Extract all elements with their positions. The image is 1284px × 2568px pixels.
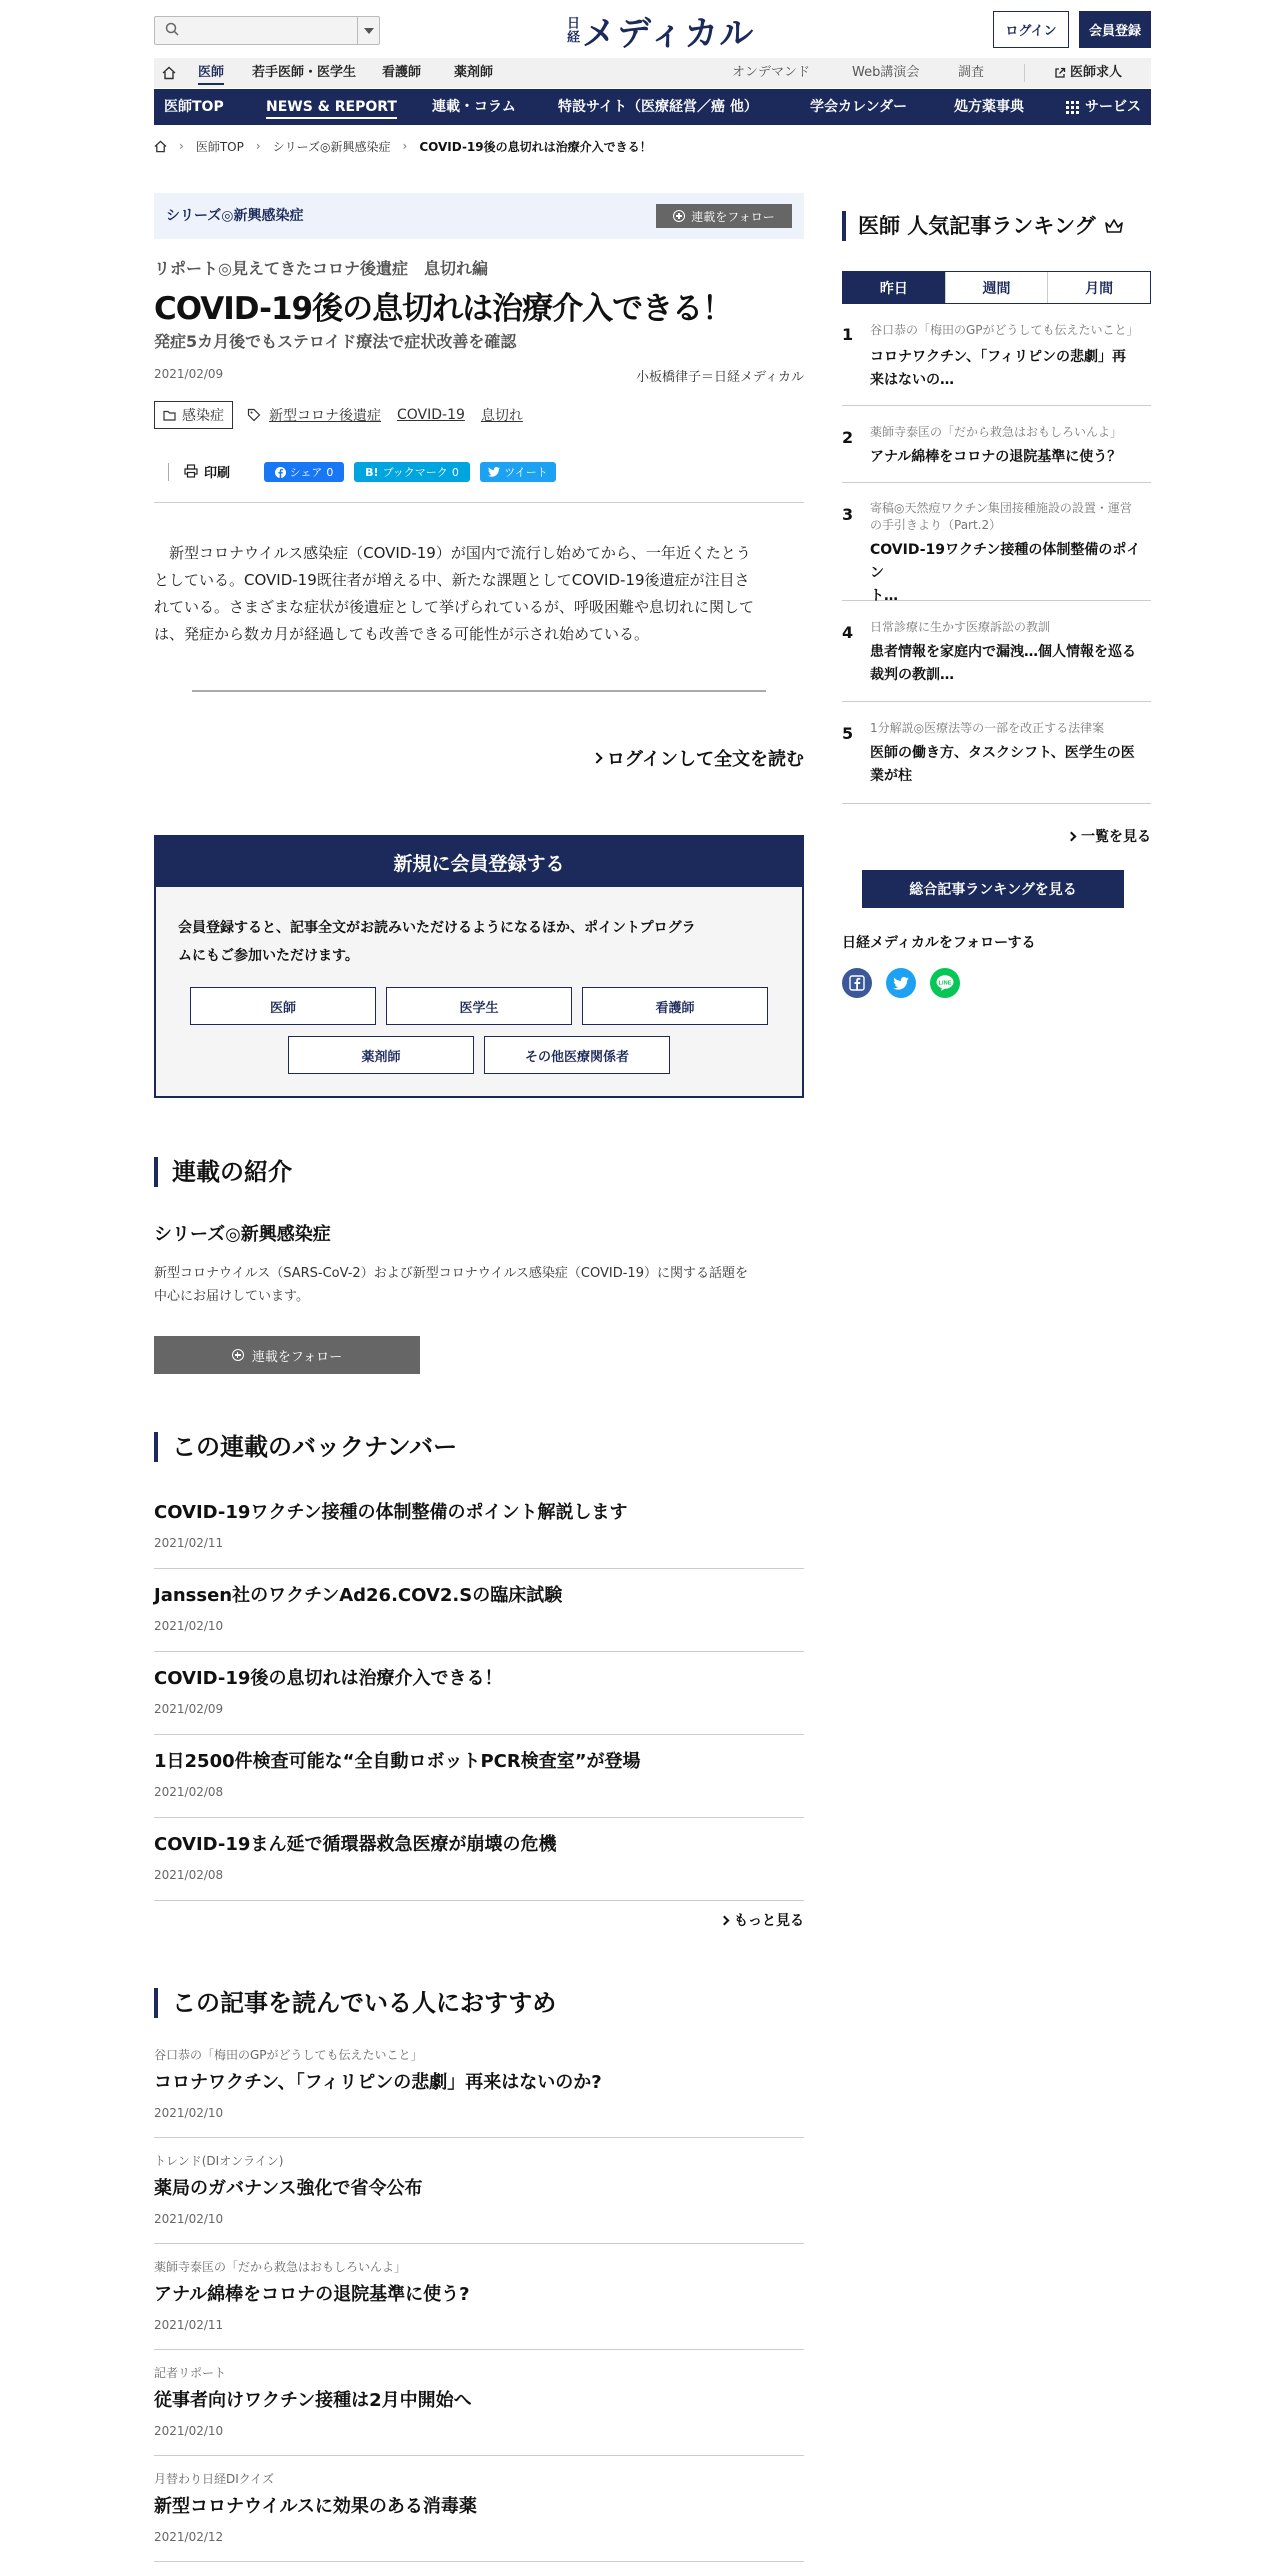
- recommended-title[interactable]: 新型コロナウイルスに効果のある消毒薬: [154, 2496, 477, 2517]
- subnav-item-survey[interactable]: 調査: [958, 65, 985, 80]
- recommended-item[interactable]: [154, 2032, 804, 2138]
- printer-icon: [184, 464, 198, 478]
- subnav-item-jobs[interactable]: [1054, 58, 1122, 88]
- ranking-item[interactable]: [842, 702, 1151, 804]
- recommended-column: 薬師寺泰匡の「だから救急はおもしろいんよ」: [154, 2260, 407, 2274]
- ranking-title-line: ト…: [870, 588, 898, 604]
- back-number-date: 2021/02/10: [154, 1619, 224, 1633]
- recommended-item[interactable]: [154, 2244, 804, 2350]
- lede-line: 新型コロナウイルス感染症（COVID-19）が国内で流行し始めてから、一年近くたとう: [169, 544, 751, 562]
- lede-line: は、発症から数カ月が経過しても改善できる可能性が示され始めている。: [154, 625, 650, 643]
- ranking-title[interactable]: [870, 346, 1151, 392]
- ranking-column-line: の手引きより（Part.2）: [870, 518, 1002, 532]
- ranking-title[interactable]: [870, 539, 1151, 608]
- breadcrumb-separator-icon: ›: [255, 139, 261, 153]
- article-date: 2021/02/09: [154, 367, 224, 381]
- main-navigation: [154, 89, 1151, 125]
- follow-series-large-button[interactable]: [154, 1336, 420, 1374]
- share-divider: [168, 463, 169, 481]
- line-follow-button[interactable]: [930, 968, 960, 998]
- follow-nm-heading: 日経メディカルをフォローする: [842, 935, 1036, 951]
- site-logo[interactable]: [564, 10, 755, 54]
- facebook-icon: [275, 467, 286, 478]
- category-tag-label: 感染症: [182, 408, 224, 424]
- share-bar: [154, 455, 804, 503]
- recommended-column: 記者リポート: [154, 2366, 227, 2380]
- tag-icon: [247, 408, 261, 422]
- tab-yesterday[interactable]: 昨日: [843, 272, 945, 303]
- ranking-number: 4: [842, 623, 854, 642]
- ranking-column: [870, 500, 1151, 534]
- series-desc-line: 中心にお届けしています。: [154, 1289, 309, 1304]
- hatena-bookmark-button[interactable]: [354, 462, 470, 482]
- external-link-icon: [1054, 67, 1066, 79]
- ranking-heading-label: 医師 人気記事ランキング: [858, 214, 1096, 238]
- registration-text-line: ムにもご参加いただけます。: [178, 948, 359, 964]
- article-title: COVID-19後の息切れは治療介入できる！: [154, 291, 733, 327]
- series-intro-name[interactable]: シリーズ◎新興感染症: [154, 1224, 331, 1245]
- back-number-title[interactable]: Janssen社のワクチンAd26.COV2.Sの臨床試験: [154, 1585, 563, 1606]
- facebook-share-button[interactable]: [264, 462, 344, 482]
- ranking-title-line: 来はないの…: [870, 372, 954, 388]
- ranking-number: 3: [842, 505, 854, 524]
- back-number-item[interactable]: [154, 1486, 804, 1569]
- follow-series-large-label: 連載をフォロー: [251, 1349, 343, 1365]
- breadcrumb: [154, 137, 652, 155]
- back-number-date: 2021/02/08: [154, 1868, 224, 1882]
- login-button[interactable]: ログイン: [993, 11, 1069, 48]
- recommended-title[interactable]: コロナワクチン、「フィリピンの悲劇」再来はないのか?: [154, 2072, 602, 2093]
- ranking-list-link[interactable]: [1068, 826, 1151, 846]
- breadcrumb-current: COVID-19後の息切れは治療介入できる！: [419, 139, 652, 154]
- back-number-title[interactable]: COVID-19まん延で循環器救急医療が崩壊の危機: [154, 1834, 557, 1855]
- registration-box: [154, 835, 804, 1098]
- register-doctor-button[interactable]: 医師: [190, 987, 376, 1025]
- register-other-button[interactable]: その他医療関係者: [484, 1036, 670, 1074]
- login-read-more-link[interactable]: [593, 745, 804, 771]
- back-number-item[interactable]: [154, 1569, 804, 1652]
- recommended-item[interactable]: [154, 2350, 804, 2456]
- registration-text: [178, 914, 782, 970]
- services-label: サービス: [1085, 99, 1141, 115]
- ranking-title[interactable]: [870, 446, 1151, 469]
- register-nurse-button[interactable]: 看護師: [582, 987, 768, 1025]
- subnav-item-young-doctor[interactable]: 若手医師・医学生: [252, 65, 357, 80]
- facebook-share-count: 0: [326, 465, 334, 479]
- folder-icon: [163, 410, 176, 421]
- category-tag[interactable]: [154, 401, 233, 429]
- subnav-item-on-demand[interactable]: オンデマンド: [732, 65, 811, 80]
- series-banner: [154, 193, 804, 239]
- chevron-down-icon: [364, 28, 374, 34]
- mainnav-item-news-report[interactable]: NEWS & REPORT: [266, 89, 397, 125]
- chevron-right-icon: [720, 1915, 730, 1925]
- recommended-column: 谷口恭の「梅田のGPがどうしても伝えたいこと」: [154, 2048, 423, 2062]
- jobs-label: 医師求人: [1070, 65, 1123, 80]
- tweet-label: ツイート: [504, 466, 548, 479]
- ranking-column: 1分解説◎医療法等の一部を改正する法律案: [870, 721, 1105, 735]
- ranking-number: 2: [842, 428, 854, 447]
- ranking-title-line: 患者情報を家庭内で漏洩…個人情報を巡る: [870, 644, 1136, 660]
- chevron-right-icon: [591, 752, 602, 763]
- logo-medical: メディカル: [582, 13, 755, 54]
- tag-link[interactable]: 新型コロナ後遺症: [269, 408, 381, 424]
- mainnav-item-doctor-top[interactable]: 医師TOP: [164, 99, 224, 115]
- ranking-number: 1: [842, 325, 854, 344]
- twitter-follow-button[interactable]: [886, 968, 916, 998]
- plus-circle-icon: [673, 210, 685, 222]
- search-box[interactable]: [154, 16, 380, 45]
- recommended-date: 2021/02/12: [154, 2530, 224, 2544]
- article-author: 小板橋律子＝日経メディカル: [636, 370, 804, 385]
- print-label: 印刷: [204, 465, 231, 481]
- line-icon: [935, 974, 955, 992]
- back-number-item[interactable]: [154, 1818, 804, 1901]
- subnav-item-doctor[interactable]: 医師: [198, 58, 224, 88]
- article-lede: [154, 540, 804, 648]
- home-icon[interactable]: [162, 66, 176, 80]
- series-intro-description: [154, 1262, 804, 1308]
- twitter-bird-icon: [893, 977, 909, 990]
- mainnav-item-special-site[interactable]: 特設サイト（医療経営／癌 他）: [558, 99, 758, 115]
- mainnav-item-conference-calendar[interactable]: 学会カレンダー: [810, 99, 908, 115]
- ranking-title[interactable]: [870, 742, 1151, 788]
- facebook-follow-button[interactable]: [842, 968, 872, 998]
- ranking-list-label: 一覧を見る: [1081, 829, 1151, 845]
- registration-heading: 新規に会員登録する: [156, 837, 802, 887]
- back-number-item[interactable]: [154, 1735, 804, 1818]
- ranking-title-line: 裁判の教訓…: [870, 667, 954, 683]
- breadcrumb-item[interactable]: シリーズ◎新興感染症: [272, 139, 391, 154]
- register-button[interactable]: 会員登録: [1079, 11, 1151, 48]
- ranking-tabs: [842, 271, 1151, 304]
- back-number-date: 2021/02/11: [154, 1536, 224, 1550]
- tag-link[interactable]: 息切れ: [480, 408, 523, 424]
- article-kicker: リポート◎見えてきたコロナ後遺症 息切れ編: [154, 259, 488, 278]
- more-back-numbers-link[interactable]: [721, 1910, 804, 1930]
- ranking-column: 谷口恭の「梅田のGPがどうしても伝えたいこと」: [870, 323, 1139, 337]
- paywall-divider: [192, 690, 766, 692]
- plus-circle-icon: [232, 1349, 244, 1361]
- ranking-item[interactable]: [842, 406, 1151, 483]
- series-desc-line: 新型コロナウイルス（SARS-CoV-2）および新型コロナウイルス感染症（COVID-19）に関する話題を: [154, 1266, 748, 1281]
- hatena-bookmark-count: 0: [451, 465, 459, 479]
- search-input[interactable]: [155, 17, 357, 44]
- svg-text:LINE: LINE: [938, 980, 952, 987]
- mainnav-item-drug-dictionary[interactable]: 処方薬事典: [954, 99, 1024, 115]
- back-number-date: 2021/02/08: [154, 1785, 224, 1799]
- ranking-title-line: コロナワクチン、「フィリピンの悲劇」再: [870, 349, 1127, 365]
- read-more-label: ログインして全文を読む: [606, 749, 804, 770]
- recommended-title[interactable]: アナル綿棒をコロナの退院基準に使う?: [154, 2284, 470, 2305]
- subnav-divider: [1024, 64, 1025, 82]
- ranking-column-line: 寄稿◎天然痘ワクチン集団接種施設の設置・運営: [870, 501, 1132, 515]
- ranking-title-line: アナル綿棒をコロナの退院基準に使う？: [870, 449, 1122, 465]
- crown-icon: [1104, 218, 1124, 234]
- back-numbers-heading: この連載のバックナンバー: [154, 1432, 457, 1462]
- ranking-column: 薬師寺泰匡の「だから救急はおもしろいんよ」: [870, 425, 1123, 439]
- series-intro-heading: 連載の紹介: [154, 1157, 292, 1187]
- register-medical-student-button[interactable]: 医学生: [386, 987, 572, 1025]
- recommended-date: 2021/02/10: [154, 2106, 224, 2120]
- search-icon: [165, 22, 179, 36]
- back-number-date: 2021/02/09: [154, 1702, 224, 1716]
- back-number-item[interactable]: [154, 1652, 804, 1735]
- article-subtitle: 発症5カ月後でもステロイド療法で症状改善を確認: [154, 332, 517, 351]
- back-number-title[interactable]: 1日2500件検査可能な“全自動ロボットPCR検査室”が登場: [154, 1751, 641, 1772]
- grid-icon: [1066, 101, 1079, 114]
- facebook-share-label: シェア: [289, 466, 323, 479]
- breadcrumb-item[interactable]: 医師TOP: [195, 139, 244, 154]
- ranking-column: 日常診療に生かす医療訴訟の教訓: [870, 620, 1051, 634]
- article-tags: [154, 401, 539, 429]
- recommended-item[interactable]: [154, 2456, 804, 2562]
- recommended-date: 2021/02/10: [154, 2424, 224, 2438]
- ranking-title-line: 業が柱: [870, 768, 912, 784]
- tab-weekly[interactable]: 週間: [945, 272, 1048, 303]
- ranking-title-line: COVID-19ワクチン接種の体制整備のポイン: [870, 542, 1141, 581]
- follow-series-button[interactable]: [656, 204, 792, 228]
- all-ranking-button[interactable]: 総合記事ランキングを見る: [862, 870, 1124, 908]
- facebook-icon: [849, 975, 865, 991]
- breadcrumb-separator-icon: ›: [402, 139, 408, 153]
- tag-link[interactable]: COVID-19: [397, 407, 465, 423]
- search-scope-dropdown[interactable]: [357, 17, 379, 44]
- hatena-bookmark-icon: B!: [365, 465, 379, 479]
- lede-line: としている。COVID-19既往者が増える中、新たな課題としてCOVID-19後遺症が注目さ: [154, 571, 750, 589]
- recommended-item[interactable]: [154, 2138, 804, 2244]
- follow-series-label: 連載をフォロー: [691, 209, 775, 224]
- ranking-heading: [842, 211, 1124, 241]
- print-button[interactable]: [184, 461, 230, 481]
- recommended-column: トレンド(DIオンライン): [154, 2154, 284, 2168]
- ranking-item[interactable]: [842, 601, 1151, 702]
- subnav-item-web-seminar[interactable]: Web講演会: [852, 65, 920, 80]
- recommended-title[interactable]: 薬局のガバナンス強化で省令公布: [154, 2178, 423, 2199]
- series-name-link[interactable]: シリーズ◎新興感染症: [166, 208, 304, 224]
- mainnav-item-series-column[interactable]: 連載・コラム: [432, 99, 516, 115]
- recommended-date: 2021/02/10: [154, 2212, 224, 2226]
- recommended-heading: この記事を読んでいる人におすすめ: [154, 1988, 556, 2018]
- recommended-title[interactable]: 従事者向けワクチン接種は2月中開始へ: [154, 2390, 472, 2411]
- logo-nikkei: 日経: [564, 16, 579, 44]
- ranking-number: 5: [842, 724, 854, 743]
- more-label: もっと見る: [734, 1913, 804, 1929]
- hatena-bookmark-label: ブックマーク: [382, 466, 448, 479]
- register-pharmacist-button[interactable]: 薬剤師: [288, 1036, 474, 1074]
- back-number-title[interactable]: COVID-19後の息切れは治療介入できる！: [154, 1668, 503, 1689]
- tab-monthly[interactable]: 月間: [1047, 272, 1150, 303]
- tweet-button[interactable]: [480, 462, 556, 482]
- registration-text-line: 会員登録すると、記事全文がお読みいただけるようになるほか、ポイントプログラ: [178, 920, 696, 936]
- recommended-date: 2021/02/11: [154, 2318, 224, 2332]
- breadcrumb-separator-icon: ›: [179, 139, 184, 153]
- ranking-item[interactable]: [842, 483, 1151, 604]
- ranking-item[interactable]: [842, 316, 1151, 406]
- mainnav-item-services[interactable]: [1066, 89, 1141, 125]
- subnav-item-pharmacist[interactable]: 薬剤師: [454, 65, 494, 80]
- twitter-bird-icon: [488, 467, 500, 477]
- subnav-item-nurse[interactable]: 看護師: [382, 65, 422, 80]
- sub-navigation: [154, 58, 1151, 88]
- back-number-title[interactable]: COVID-19ワクチン接種の体制整備のポイント解説します: [154, 1502, 628, 1523]
- home-icon[interactable]: [154, 140, 167, 153]
- recommended-column: 月替わり日経DIクイズ: [154, 2472, 275, 2486]
- ranking-title-line: 医師の働き方、タスクシフト、医学生の医: [870, 745, 1135, 761]
- chevron-right-icon: [1067, 831, 1077, 841]
- ranking-title[interactable]: [870, 641, 1151, 687]
- lede-line: れている。さまざまな症状が後遺症として挙げられているが、呼吸困難や息切れに関して: [154, 598, 755, 616]
